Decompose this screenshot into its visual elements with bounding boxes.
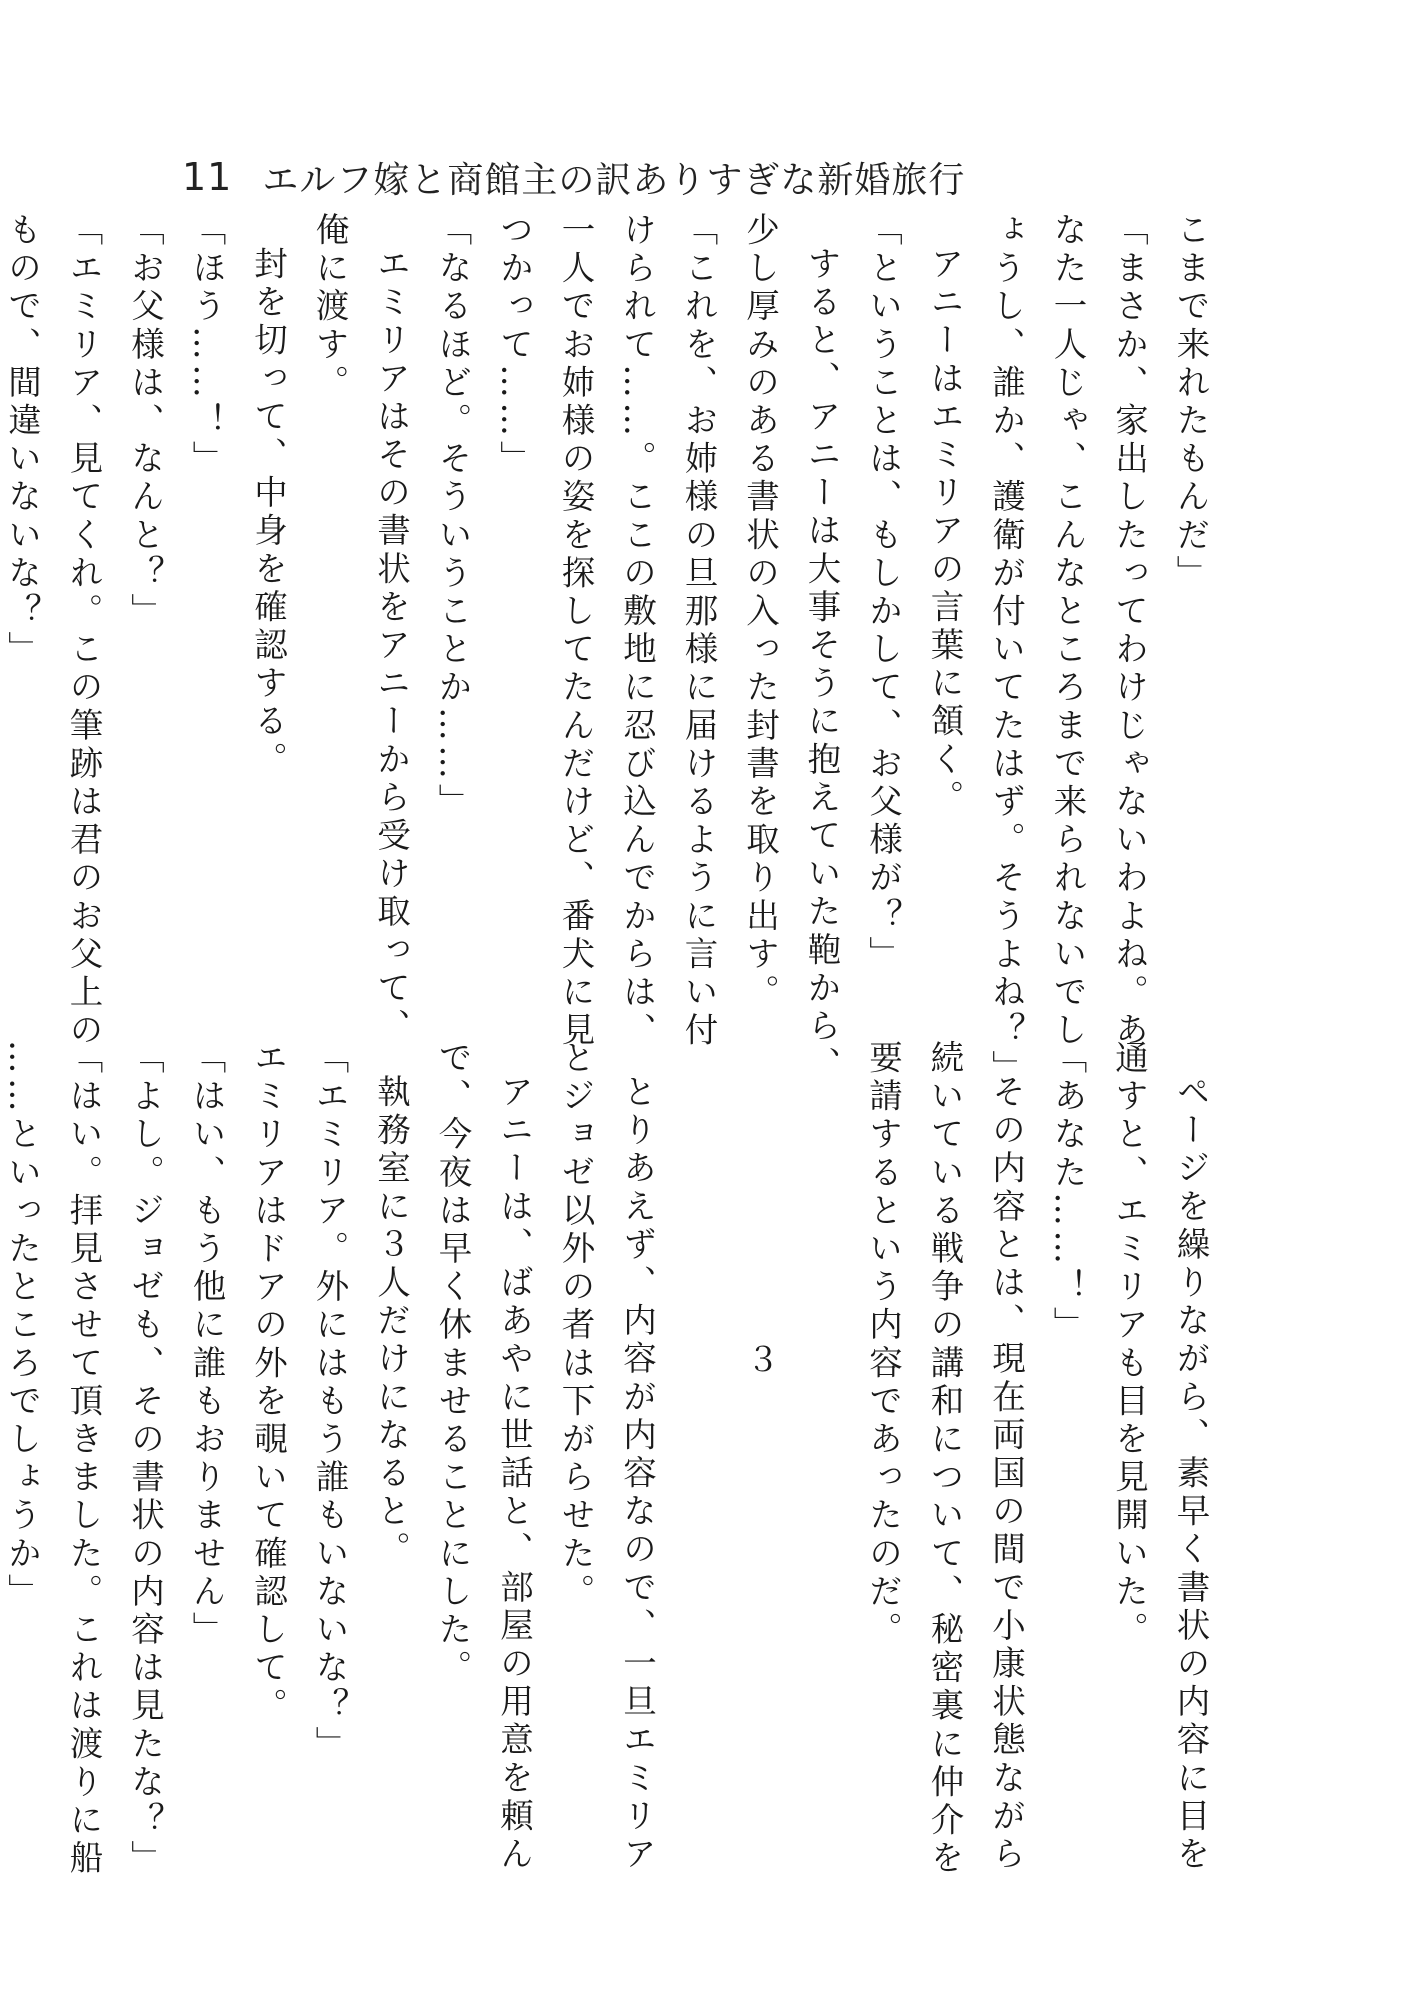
text-column: こまで来れたもんだ」 <box>1171 212 1210 593</box>
text-column: 俺に渡す。 <box>310 212 349 403</box>
text-column <box>668 1040 730 1760</box>
text-column: なた一人じゃ、こんなところまで来られないでし <box>1048 212 1087 1051</box>
text-column: 「ということは、もしかして、お父様が？」 <box>863 212 903 974</box>
text-column: 要請するという内容であったのだ。 <box>863 1040 903 1650</box>
page-number: 11 <box>182 155 233 199</box>
text-column: 続いている戦争の講和について、秘密裏に仲介を <box>925 1040 964 1879</box>
top-text-block <box>0 212 1221 1089</box>
text-column: 「はい、もう他に誰もおりません」 <box>187 1040 226 1650</box>
text-column: すると、アニーは大事そうに抱えていた鞄から、 <box>802 245 841 1084</box>
text-column: 一人でお姉様の姿を探してたんだけど、番犬に見 <box>556 212 595 1051</box>
text-column: ……といったところでしょうか」 <box>2 1040 42 1612</box>
running-header <box>182 152 965 202</box>
text-column: 「まさか、家出したってわけじゃないわよね。あ <box>1109 212 1149 1051</box>
text-column: 「エミリア、見てくれ。この筆跡は君のお父上の <box>64 212 103 1051</box>
text-column <box>791 1040 853 1760</box>
text-column: 「あなた……！」 <box>1048 1040 1087 1345</box>
text-column: 通すと、エミリアも目を見開いた。 <box>1109 1040 1149 1650</box>
text-column: 「なるほど。そういうことか……」 <box>433 212 472 822</box>
text-column: ょうし、誰か、護衛が付いてたはず。そうよね？」 <box>986 212 1026 1089</box>
text-column: もので、間違いないな？」 <box>2 212 42 670</box>
text-column: 「よし。ジョゼも、その書状の内容は見たな？」 <box>125 1040 165 1879</box>
text-column: 封を切って、中身を確認する。 <box>248 245 288 779</box>
text-column: 「ほう……！」 <box>187 212 226 479</box>
section-number: ３ <box>740 1341 780 1380</box>
text-column: とりあえず、内容が内容なので、一旦エミリア <box>617 1073 657 1874</box>
text-column: とジョゼ以外の者は下がらせた。 <box>556 1040 595 1612</box>
bottom-text-block <box>0 1040 1221 1879</box>
text-column: エミリアはその書状をアニーから受け取って、 <box>371 245 411 1046</box>
text-column: 執務室に３人だけになると。 <box>371 1073 411 1569</box>
text-column: で、今夜は早く休ませることにした。 <box>433 1040 472 1688</box>
text-column: けられて……。ここの敷地に忍び込んでからは、 <box>617 212 657 1051</box>
text-column: つかって……」 <box>494 212 534 479</box>
text-column: 「お父様は、なんと？」 <box>125 212 165 632</box>
text-column: 「エミリア。外にはもう誰もいないな？」 <box>310 1040 349 1764</box>
text-column: エミリアはドアの外を覗いて確認して。 <box>248 1040 288 1726</box>
text-column: 少し厚みのある書状の入った封書を取り出す。 <box>740 212 780 1013</box>
text-column: 「これを、お姉様の旦那様に届けるように言い付 <box>679 212 718 1051</box>
text-column: その内容とは、現在両国の間で小康状態ながら <box>986 1073 1026 1874</box>
text-column: アニーはエミリアの言葉に頷く。 <box>925 245 964 817</box>
running-title: エルフ嫁と商館主の訳ありすぎな新婚旅行 <box>262 159 966 201</box>
text-column: 「はい。拝見させて頂きました。これは渡りに船 <box>64 1040 103 1879</box>
text-column: アニーは、ばあやに世話と、部屋の用意を頼ん <box>494 1073 534 1874</box>
text-column: ページを繰りながら、素早く書状の内容に目を <box>1171 1073 1210 1874</box>
